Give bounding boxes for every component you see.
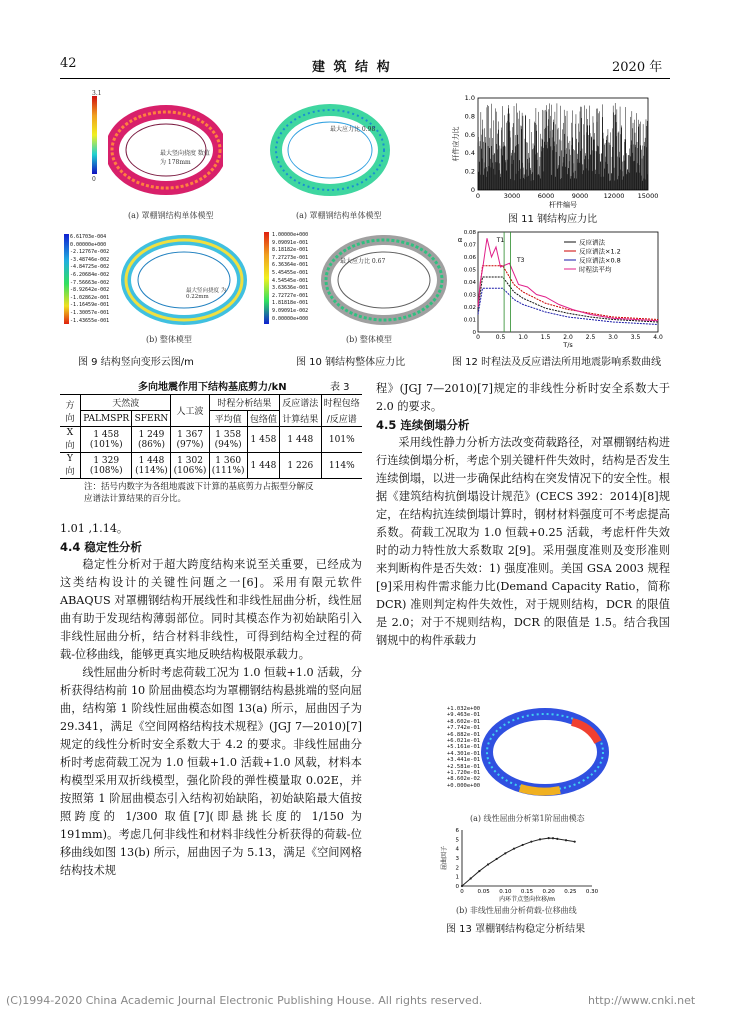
- x-tick-label: 6000: [537, 192, 555, 200]
- series-line: [462, 838, 575, 886]
- x-tick-label: 1.0: [518, 334, 528, 341]
- legend-label: 反应谱法×0.8: [579, 256, 621, 265]
- x-tick-label: 9000: [571, 192, 589, 200]
- x-tick-label: 2.0: [563, 334, 573, 341]
- footer-copyright: (C)1994-2020 China Academic Journal Electronic Publishing House. All rights reserved.: [6, 994, 483, 1007]
- y-tick-label: 1: [455, 874, 459, 881]
- data-point: [530, 841, 532, 843]
- th-natural: 天然波: [81, 395, 171, 411]
- journal-title: 建 筑 结 构: [312, 60, 392, 75]
- y-tick-label: 5: [455, 837, 459, 844]
- fig13-caption: 图 13 罩棚钢结构稳定分析结果: [446, 924, 586, 935]
- table3-title: 多向地震作用下结构基底剪力/kN: [138, 382, 287, 393]
- y-tick-label: 0.02: [463, 305, 476, 311]
- legend-bottom: 0: [92, 176, 96, 183]
- x-tick-label: 3.0: [608, 334, 618, 341]
- y-tick-label: 0.05: [463, 267, 476, 274]
- data-point: [496, 858, 498, 860]
- fig10a-annotation: 最大应力比 0.98: [330, 126, 376, 133]
- data-point: [552, 837, 554, 839]
- year: 2020 年: [612, 60, 663, 75]
- fig10b-subcaption: (b) 整体模型: [346, 335, 392, 344]
- fig10b-annotation: 最大应力比 0.67: [340, 258, 386, 265]
- x-tick-label: 2.5: [585, 334, 596, 341]
- annotation-t1: T1: [496, 237, 505, 244]
- x-axis-label: 内环节点竖向位移/m: [499, 896, 555, 903]
- data-point: [487, 863, 489, 865]
- section-4-5-heading: 4.5 连续倒塌分析: [376, 418, 470, 432]
- x-tick-label: 0.20: [542, 889, 555, 895]
- legend-label: 时程法平均: [579, 265, 612, 274]
- table-row: X 向 1 458 (101%) 1 249 (86%) 1 367 (97%) 1 358 (94%) 1 458 1 448 101%: [60, 427, 362, 453]
- fig10a-subcaption: (a) 罩棚钢结构单体模型: [296, 211, 382, 220]
- data-point: [539, 838, 541, 840]
- y-tick-label: 0.01: [463, 317, 476, 324]
- page-number: 42: [60, 56, 77, 71]
- y-tick-label: 0: [472, 330, 476, 336]
- th-rs: 反应谱法: [280, 395, 321, 411]
- data-point: [565, 839, 567, 841]
- y-axis-label: α: [457, 236, 463, 244]
- right-paragraph-1: 采用线性静力分析方法改变荷载路径，对罩棚钢结构进行连续倒塌分析，考虑个别关键杆件失效时，结构是否发生连续倒塌，以进一步确保此结构在突发情况下的安全性。根据《建筑结构抗倒塌设计规范》(CECS 392：2014)[8]规定，在结构抗连续倒塌计算时，钢材材料强度可不考虑提高系数。荷载工况取为 1.0 恒载+0.25 活载，考虑杆件失效时的动力特性放大系数取 2[9]。采用强度准则及变形准则来判断构件是否失效：1) 强度准则。美国 GSA 2003 规程[9]采用构件需求能力比(Demand Capacity Ratio，简称 DCR) 准则判定构件失效性，对于规则结构，DCR 的限值是 2.0；对于不规则结构，DCR 的限值是 1.5。结合我国钢规中的构件承载力: [376, 436, 670, 647]
- fig13a-subcaption: (a) 线性屈曲分析第1阶屈曲模态: [470, 814, 585, 823]
- x-tick-label: 3.5: [630, 334, 641, 341]
- legend-label: 反应谱法×1.2: [579, 247, 621, 256]
- x-tick-label: 4.0: [653, 334, 663, 341]
- right-column: [376, 380, 670, 650]
- x-tick-label: 0.30: [585, 889, 599, 895]
- th-artificial: 人工波: [171, 395, 209, 427]
- x-tick-label: 0.10: [499, 889, 512, 895]
- y-tick-label: 0.4: [464, 149, 475, 158]
- fig13a-legend: +1.032e+00 +9.463e-01 +8.602e-01 +7.742e-01 +6.882e-01 +6.021e-01 +5.161e-01 +4.301e-01 +3.441e-01 +2.581e-01 +1.720e-01 +8.602e-02 +0.000e+00: [447, 706, 481, 789]
- data-point: [556, 838, 558, 840]
- y-tick-label: 6: [455, 828, 459, 834]
- fig12-caption: 图 12 时程法及反应谱法所用地震影响系数曲线: [452, 357, 662, 368]
- plot-frame: [478, 232, 658, 332]
- fig9b-subcaption: (b) 整体模型: [146, 335, 192, 344]
- th-dir: 方向: [60, 395, 81, 427]
- fig9a-subcaption: (a) 罩棚钢结构单体模型: [128, 211, 214, 220]
- x-tick-label: 1.5: [540, 334, 551, 341]
- y-tick-label: 0.06: [463, 255, 476, 261]
- annotation-t3: T3: [517, 257, 525, 264]
- fig13b-chart: [440, 826, 610, 906]
- y-tick-label: 0.8: [464, 112, 475, 121]
- left-paragraph-2: 线性屈曲分析时考虑荷载工况为 1.0 恒载+1.0 活载，分析获得结构前 10 阶屈曲模态均为罩棚钢结构悬挑端的竖向屈曲，结构第 1 阶线性屈曲模态如图 13(a) 所示，屈曲因子为 29.341，满足《空间网格结构技术规程》(JGJ 7—2010)[7]规定的线性分析时安全系数大于 4.2 的要求。非线性屈曲分析时考虑荷载工况为 1.0 恒载+1.0 活载+1.0 风载，材料本构模型采用双折线模型，强化阶段的弹性模量取 0.02E，并按照第 1 阶屈曲模态引入结构初始缺陷，初始缺陷最大值按照跨度的 1/300 取值[7](即悬挑长度的 1/150 为 191mm)。考虑几何非线性和材料非线性分析获得的荷载-位移曲线如图 13(b) 所示，屈曲因子为 5.13，满足《空间网格结构技术规: [60, 666, 362, 877]
- y-tick-label: 0.6: [464, 130, 475, 139]
- th-ratio: /反应谱: [321, 411, 362, 427]
- data-point: [504, 852, 506, 854]
- data-point: [574, 841, 576, 843]
- fig9b-legend: 6.61703e-004 0.00000e+000 -2.12767e-002 -3.48746e-002 -4.84725e-002 -6.20684e-002 -7.56663e-002 -8.92642e-002 -1.02862e-001 -1.16459e-001 -1.30057e-001 -1.43655e-001: [70, 234, 110, 324]
- x-tick-label: 12000: [603, 192, 625, 200]
- y-axis-label: 杆件应力比: [452, 126, 460, 162]
- data-point: [548, 837, 550, 839]
- x-tick-label: 0.05: [477, 889, 490, 895]
- fig9a-annotation: 最大竖向挠度 数值为 178mm: [160, 150, 210, 166]
- y-tick-label: 0.03: [463, 292, 476, 299]
- th-calc: 计算结果: [280, 411, 321, 427]
- header-rule: [60, 78, 670, 79]
- y-tick-label: 0.08: [463, 230, 476, 236]
- x-tick-label: 0: [475, 192, 481, 200]
- left-paragraph-1: 稳定性分析对于超大跨度结构来说至关重要，已经成为这类结构设计的关键性问题之一[6]。采用有限元软件 ABAQUS 对罩棚钢结构开展线性和非线性屈曲分析，线性屈曲有助于发现结构薄弱部位。同时其模态作为初始缺陷引入非线性屈曲分析，结合材料非线性，可得到结构全过程的荷载-位移曲线，能够更真实地反映结构极限承载力。: [60, 558, 362, 661]
- fig9b-annotation: 最大竖向挠度 为 0.22mm: [186, 288, 227, 300]
- fig9-caption: 图 9 结构竖向变形云图/m: [78, 357, 194, 368]
- series-line: [478, 277, 658, 322]
- y-tick-label: 0.2: [464, 167, 475, 176]
- th-timehistory: 时程分析结果: [209, 395, 279, 411]
- y-tick-label: 0.04: [463, 280, 476, 286]
- x-tick-label: 0.5: [495, 334, 506, 341]
- data-point: [470, 877, 472, 879]
- fig11-chart: [452, 92, 662, 222]
- fig13b-subcaption: (b) 非线性屈曲分析荷载-位移曲线: [456, 906, 577, 915]
- fig11-caption: 图 11 钢结构应力比: [508, 214, 598, 225]
- table-row: Y 向 1 329 (108%) 1 448 (114%) 1 302 (106%) 1 360 (111%) 1 448 1 226 114%: [60, 453, 362, 479]
- y-tick-label: 0: [455, 884, 459, 890]
- data-point: [461, 885, 463, 887]
- y-tick-label: 1.0: [464, 94, 475, 102]
- data-point: [478, 870, 480, 872]
- section-4-4-heading: 4.4 稳定性分析: [60, 540, 142, 554]
- x-tick-label: 15000: [637, 192, 659, 200]
- fig10b-legend: 1.00000e+000 9.09091e-001 8.18182e-001 7.27273e-001 6.36364e-001 5.45455e-001 4.54545e-001 3.63636e-001 2.72727e-001 1.81818e-001 9.09091e-002 0.00000e+000: [272, 232, 309, 322]
- data-point: [522, 844, 524, 846]
- table3-label: 表 3: [330, 382, 350, 393]
- table3: [60, 394, 362, 505]
- th-avg: 平均值: [209, 411, 247, 427]
- footer-url: http://www.cnki.net: [588, 994, 696, 1007]
- legend-top: 3.1: [92, 90, 102, 97]
- series-line: [478, 266, 658, 320]
- legend-label: 反应谱法: [579, 238, 605, 247]
- y-tick-label: 3: [455, 856, 459, 862]
- left-line0: 1.01 ,1.14。: [60, 522, 129, 535]
- y-axis-label: 屈曲因子: [441, 845, 448, 871]
- x-tick-label: 0: [460, 889, 464, 895]
- x-axis-label: 杆件编号: [549, 201, 577, 209]
- y-tick-label: 0: [470, 186, 475, 194]
- left-column: [60, 520, 362, 880]
- data-point: [513, 848, 515, 850]
- y-tick-label: 2: [455, 865, 459, 872]
- fig12-chart: [456, 228, 668, 352]
- th-sfern: SFERN: [132, 411, 171, 427]
- table3-note: 注：括号内数字为各组地震波下计算的基底剪力占振型分解反 应谱法计算结果的百分比。: [84, 482, 314, 504]
- x-tick-label: 3000: [503, 192, 521, 200]
- x-tick-label: 0.25: [564, 889, 577, 895]
- th-env: 时程包络: [323, 399, 360, 410]
- y-tick-label: 4: [455, 846, 459, 853]
- right-paragraph-0: 程》(JGJ 7—2010)[7]规定的非线性分析时安全系数大于 2.0 的要求。: [376, 382, 670, 413]
- th-palmspr: PALMSPR: [81, 411, 132, 427]
- th-envval: 包络值: [247, 411, 279, 427]
- y-tick-label: 0.07: [463, 242, 476, 249]
- fig10-caption: 图 10 钢结构整体应力比: [296, 357, 406, 368]
- x-axis-label: T/s: [563, 341, 573, 349]
- x-tick-label: 0.15: [520, 889, 534, 895]
- fig10a-ring: [270, 96, 390, 208]
- x-tick-label: 0: [476, 334, 480, 341]
